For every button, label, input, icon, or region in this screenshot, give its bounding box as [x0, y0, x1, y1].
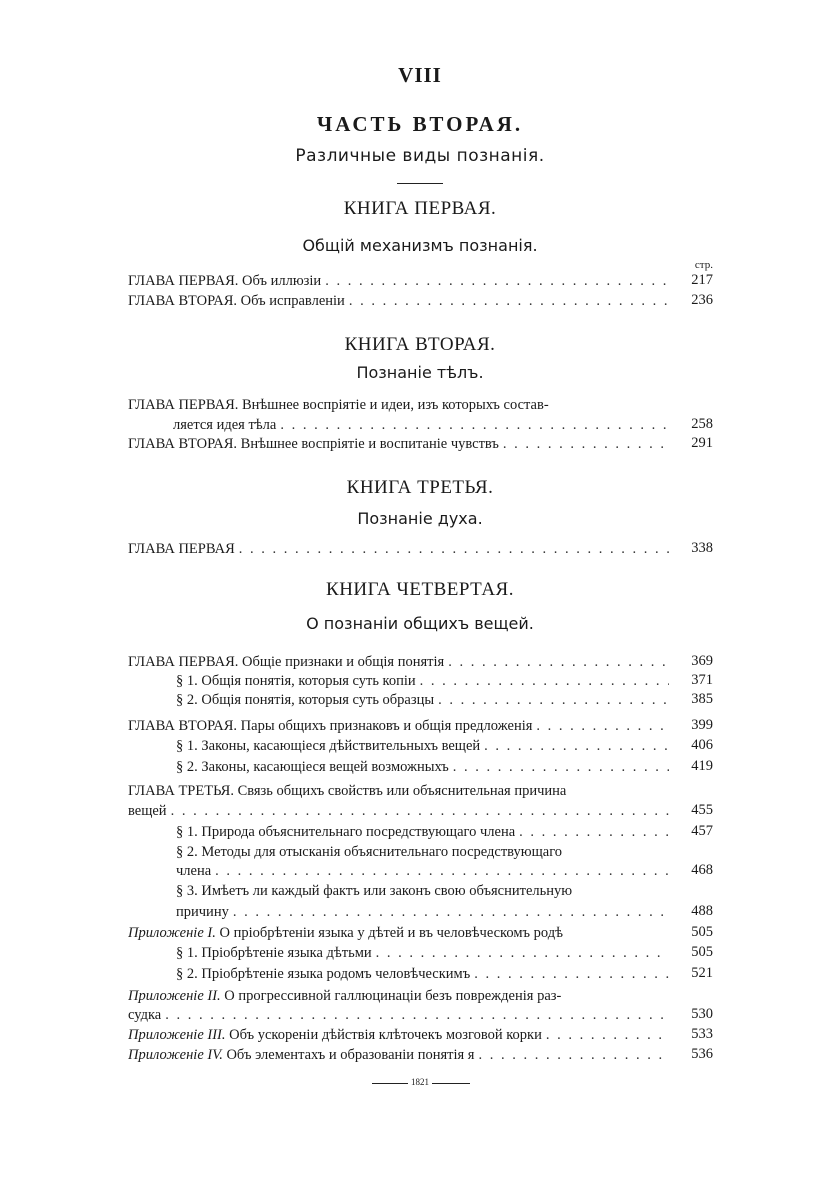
toc-entry-label: Приложеніе III. Объ ускореніи дѣйствія клѣточекъ мозговой корки: [128, 1027, 542, 1043]
page-number: VIII: [398, 63, 442, 87]
toc-entry-page: 369: [691, 653, 713, 669]
bottom-mark: 1821: [408, 1075, 432, 1089]
toc-entry-page: 338: [691, 540, 713, 556]
book-subtitle-4: О познаніи общихъ вещей.: [306, 614, 534, 633]
book-subtitle-3: Познаніе духа.: [357, 509, 483, 528]
toc-entry-label: § 1. Общія понятія, которыя суть копіи: [176, 673, 416, 689]
leader-dots: [420, 673, 669, 690]
toc-entry-label: ляется идея тѣла: [173, 417, 277, 433]
leader-dots: [503, 436, 669, 453]
toc-entry-page: 217: [691, 272, 713, 288]
book-title-1: КНИГА ПЕРВАЯ.: [343, 198, 497, 219]
toc-entry: [128, 394, 713, 414]
toc-entry-label: § 2. Общія понятія, которыя суть образцы: [176, 692, 435, 708]
toc-entry-label: вещей: [128, 803, 167, 819]
leader-dots: [376, 945, 669, 962]
leader-dots: [438, 692, 669, 709]
toc-entry: [173, 414, 673, 434]
leader-dots: [280, 417, 669, 434]
appendix-label: Приложеніе II.: [128, 988, 221, 1004]
leader-dots: [519, 824, 669, 841]
toc-entry: [128, 1004, 673, 1024]
toc-entry: [176, 880, 721, 900]
toc-entry-label: причину: [176, 904, 229, 920]
toc-entry-label: ГЛАВА ТРЕТЬЯ. Связь общихъ свойствъ или объяснительная причина: [128, 783, 567, 799]
toc-entry-page: 455: [691, 802, 713, 818]
toc-entry-label: Приложеніе IV. Объ элементахъ и образованіи понятія я: [128, 1047, 475, 1063]
toc-entry: [128, 780, 718, 800]
toc-entry: [176, 860, 673, 880]
leader-dots: [474, 966, 669, 983]
toc-entry-page: 468: [691, 862, 713, 878]
toc-entry-page: 536: [691, 1046, 713, 1062]
toc-entry-label: Приложеніе I. О пріобрѣтеніи языка у дѣтей и въ человѣческомъ родѣ: [128, 925, 563, 941]
part-subtitle: Различные виды познанія.: [295, 146, 545, 166]
leader-dots: [165, 1007, 669, 1024]
toc-entry-page: 236: [691, 292, 713, 308]
leader-dots: [349, 293, 669, 310]
toc-entry-page: 406: [691, 737, 713, 753]
book-title-3: КНИГА ТРЕТЬЯ.: [346, 477, 494, 498]
toc-entry: [176, 841, 721, 861]
toc-entry: [128, 985, 718, 1005]
toc-entry: [128, 433, 673, 453]
toc-entry: [176, 670, 673, 690]
toc-entry: [128, 290, 673, 310]
toc-entry-page: 258: [691, 416, 713, 432]
toc-entry-label: § 1. Пріобрѣтеніе языка дѣтьми: [176, 945, 372, 961]
toc-entry-label: § 2. Пріобрѣтеніе языка родомъ человѣческимъ: [176, 966, 471, 982]
toc-entry: [128, 1044, 673, 1064]
toc-entry-page: 399: [691, 717, 713, 733]
part-title: ЧАСТЬ ВТОРАЯ.: [316, 112, 524, 136]
toc-entry-label: § 2. Законы, касающіеся вещей возможныхъ: [176, 759, 449, 775]
toc-entry: [128, 1024, 673, 1044]
toc-entry-label: ГЛАВА ПЕРВАЯ. Общіе признаки и общія понятія: [128, 654, 445, 670]
toc-entry-label: ГЛАВА ВТОРАЯ. Внѣшнее воспріятіе и воспитаніе чувствъ: [128, 436, 499, 452]
toc-entry-page: 385: [691, 691, 713, 707]
leader-dots: [536, 718, 669, 735]
toc-entry-label: ГЛАВА ВТОРАЯ. Пары общихъ признаковъ и общія предложенія: [128, 718, 533, 734]
toc-entry-label: судка: [128, 1007, 162, 1023]
toc-entry-label: § 3. Имѣетъ ли каждый фактъ или законъ свою объяснительную: [176, 883, 573, 899]
toc-entry-page: 505: [691, 924, 713, 940]
toc-entry: [176, 735, 673, 755]
book-title-2: КНИГА ВТОРАЯ.: [344, 334, 496, 355]
toc-entry-label: Приложеніе II. О прогрессивной галлюцинаціи безъ поврежденія раз-: [128, 988, 562, 1004]
leader-dots: [453, 759, 669, 776]
appendix-label: Приложеніе I.: [128, 925, 216, 941]
toc-entry: [128, 538, 673, 558]
leader-dots: [215, 863, 669, 880]
toc-entry-label: § 1. Законы, касающіеся дѣйствительныхъ вещей: [176, 738, 481, 754]
divider-rule: [397, 183, 443, 184]
appendix-label: Приложеніе IV.: [128, 1047, 223, 1063]
toc-entry-page: 533: [691, 1026, 713, 1042]
toc-entry-page: 530: [691, 1006, 713, 1022]
toc-entry: [176, 689, 673, 709]
toc-entry-page: 291: [691, 435, 713, 451]
leader-dots: [233, 904, 669, 921]
toc-entry-label: § 2. Методы для отысканія объяснительнаго посредствующаго: [176, 844, 563, 860]
toc-entry: [176, 901, 673, 921]
appendix-label: Приложеніе III.: [128, 1027, 226, 1043]
leader-dots: [448, 654, 669, 671]
page-column-label: стр.: [694, 259, 713, 271]
toc-entry: [176, 821, 673, 841]
toc-entry-label: ГЛАВА ВТОРАЯ. Объ исправленіи: [128, 293, 345, 309]
toc-entry-page: 505: [691, 944, 713, 960]
toc-entry-label: ГЛАВА ПЕРВАЯ. Объ иллюзіи: [128, 273, 322, 289]
book-subtitle-2: Познаніе тѣлъ.: [356, 363, 484, 382]
toc-entry: [176, 963, 673, 983]
leader-dots: [171, 803, 669, 820]
leader-dots: [546, 1027, 669, 1044]
book-title-4: КНИГА ЧЕТВЕРТАЯ.: [326, 579, 514, 600]
leader-dots: [325, 273, 669, 290]
toc-entry-label: ГЛАВА ПЕРВАЯ: [128, 541, 235, 557]
toc-entry: [128, 715, 673, 735]
leader-dots: [239, 541, 669, 558]
toc-entry: [176, 756, 673, 776]
toc-entry: [128, 800, 673, 820]
toc-entry-label: § 1. Природа объяснительнаго посредствующаго члена: [176, 824, 516, 840]
toc-entry-label: ГЛАВА ПЕРВАЯ. Внѣшнее воспріятіе и идеи, изъ которыхъ состав-: [128, 397, 549, 413]
toc-entry: [176, 942, 673, 962]
toc-entry-page: 488: [691, 903, 713, 919]
leader-dots: [478, 1047, 669, 1064]
toc-entry-page: 521: [691, 965, 713, 981]
toc-entry: [128, 651, 673, 671]
toc-entry-page: 371: [691, 672, 713, 688]
book-subtitle-1: Общій механизмъ познанія.: [302, 236, 538, 255]
toc-entry-page: 419: [691, 758, 713, 774]
toc-entry: [128, 270, 673, 290]
toc-entry-page: 457: [691, 823, 713, 839]
leader-dots: [484, 738, 669, 755]
toc-entry: [128, 922, 673, 942]
toc-entry-label: члена: [176, 863, 212, 879]
